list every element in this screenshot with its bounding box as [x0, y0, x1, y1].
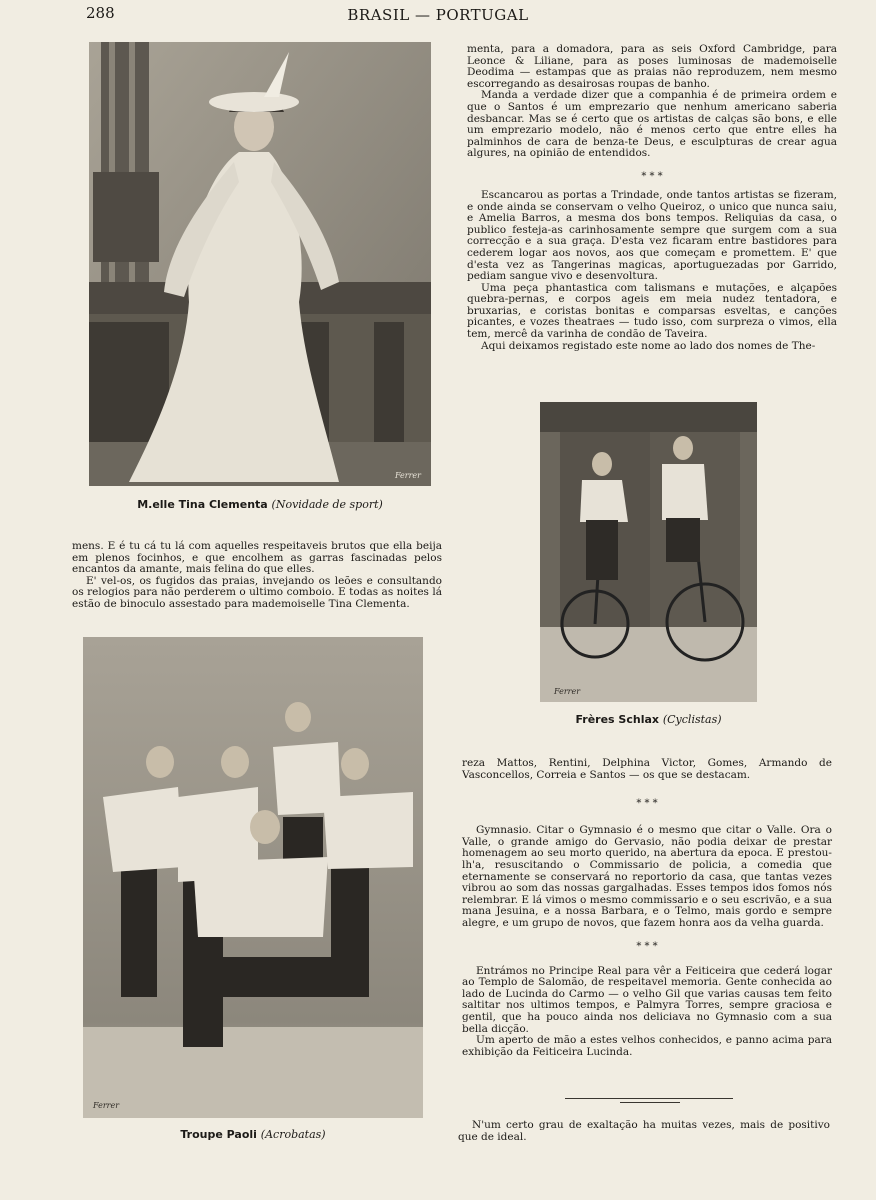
caption-tina-clementa	[89, 498, 431, 511]
paragraph: Manda a verdade dizer que a companhia é de primeira ordem e que o Santos é um emprezario que nenhum americano saberia desbancar. Mas se é certo que os artistas de calças são bons, e elle um emprezario modelo, não é menos certo que entre elles ha palminhos de cara de benza-te Deus, e esculpturas de crear agua algures, na opinião de entendidos.	[467, 89, 837, 160]
caption-note: (Acrobatas)	[260, 1128, 326, 1141]
section-separator: * * *	[641, 170, 663, 182]
paragraph: mens. E é tu cá tu lá com aquelles respeitaveis brutos que ella beija em plenos focinhos, e que encolhem as garras fascinadas pelos encantos da amante, mais felina do que elles.	[72, 540, 442, 576]
caption-note: (Cyclistas)	[662, 713, 722, 726]
paragraph: N'um certo grau de exaltação ha muitas vezes, mais de positivo que de ideal.	[458, 1119, 830, 1143]
paragraph: Entrámos no Principe Real para vêr a Feiticeira que cederá logar ao Templo de Salomão, de respeitavel memoria. Gente conhecida ao lado de Lucinda do Carmo — o velho Gil que varias causas tem feito saltitar nos ultimos tempos, e Palmyra Torres, sempre graciosa e gentil, que ha pouco ainda nos deliciava no Gymnasio com a sua bella dicção.	[462, 964, 832, 1035]
photographer-signature: Ferrer	[93, 1101, 120, 1110]
caption-name: Troupe Paoli	[180, 1128, 257, 1141]
photographer-signature: Ferrer	[554, 687, 581, 696]
paragraph: reza Mattos, Rentini, Delphina Victor, Gomes, Armando de Vasconcellos, Correia e Santos — os que se destacam.	[462, 757, 832, 781]
separator-rule	[565, 1098, 733, 1099]
paragraph: Aqui deixamos registado este nome ao lado dos nomes de The-	[481, 339, 816, 352]
photo-tina-clementa	[89, 42, 431, 486]
article-column-left-mid	[72, 541, 442, 611]
section-separator: * * *	[636, 940, 658, 952]
caption-note: (Novidade de sport)	[271, 498, 383, 511]
article-column-right-bottom	[462, 758, 832, 1058]
caption-name: M.elle Tina Clementa	[137, 498, 268, 511]
paragraph: menta, para a domadora, para as seis Oxford Cambridge, para Leonce & Liliane, para as poses luminosas de mademoiselle Deodima — estampas que as praias não reproduzem, nem mesmo escorregando as desairosas roupas de banho.	[467, 43, 837, 90]
page-number: 288	[86, 4, 115, 22]
article-column-right-top	[467, 44, 837, 352]
closing-quote	[458, 1120, 830, 1143]
separator-rule	[620, 1102, 680, 1103]
paragraph: Uma peça phantastica com talismans e mutações, e alçapões quebra-pernas, e corpos ageis em meia nudez tentadora, e bruxarias, e coristas bonitas e comparsas esveltas, e canções picantes, e vozes theatraes — tudo isso, com surpreza o vimos, ella tem, mercê da varinha de condão de Taveira.	[467, 281, 837, 341]
caption-freres-schlax	[540, 713, 757, 726]
paragraph: Escancarou as portas a Trindade, onde tantos artistas se fizeram, e onde ainda se conservam o velho Queiroz, o unico que nunca saiu, e Amelia Barros, a mesma dos bons tempos. Reliquias da casa, o publico festeja-as carinhosamente sempre que surgem com a sua correcção e a sua graça. D'esta vez ficaram entre bastidores para cederem logar aos novos, aos que começam e promettem. E' que d'esta vez as Tangerinas magicas, aportuguezadas por Garrido, pediam sangue vivo e desenvoltura.	[467, 188, 837, 283]
paragraph: E' vel-os, os fugidos das praias, invejando os leões e consultando os relogios para não perderem o ultimo comboio. E todas as noites lá estão de binoculo assestado para mademoiselle Tina Clementa.	[72, 574, 442, 610]
section-separator: * * *	[636, 798, 658, 810]
paragraph: Gymnasio. Citar o Gymnasio é o mesmo que citar o Valle. Ora o Valle, o grande amigo do Gervasio, não podia deixar de prestar homenagem ao seu morto querido, na abertura da epoca. E prestou-lh'a, resuscitando o Commissario de policia, a comedia que eternamente se conservará no reportorio da casa, que tantas vezes vibrou ao som das nossas gargalhadas. Esses tempos idos fomos nós relembrar. E lá vimos o mesmo commissario e o seu escrivão, e a sua mana Jesuina, e a nossa Barbara, e o Telmo, mais gordo e sempre alegre, e um grupo de novos, que fazem honra aos da velha guarda.	[462, 824, 832, 929]
caption-troupe-paoli	[83, 1128, 423, 1141]
photo-freres-schlax	[540, 402, 757, 702]
caption-name: Frères Schlax	[575, 713, 659, 726]
photo-troupe-paoli	[83, 637, 423, 1118]
photographer-signature: Ferrer	[394, 471, 421, 480]
running-head: BRASIL — PORTUGAL	[347, 6, 529, 24]
paragraph: Um aperto de mão a estes velhos conhecidos, e panno acima para exhibição da Feiticeira Lucinda.	[462, 1034, 832, 1058]
